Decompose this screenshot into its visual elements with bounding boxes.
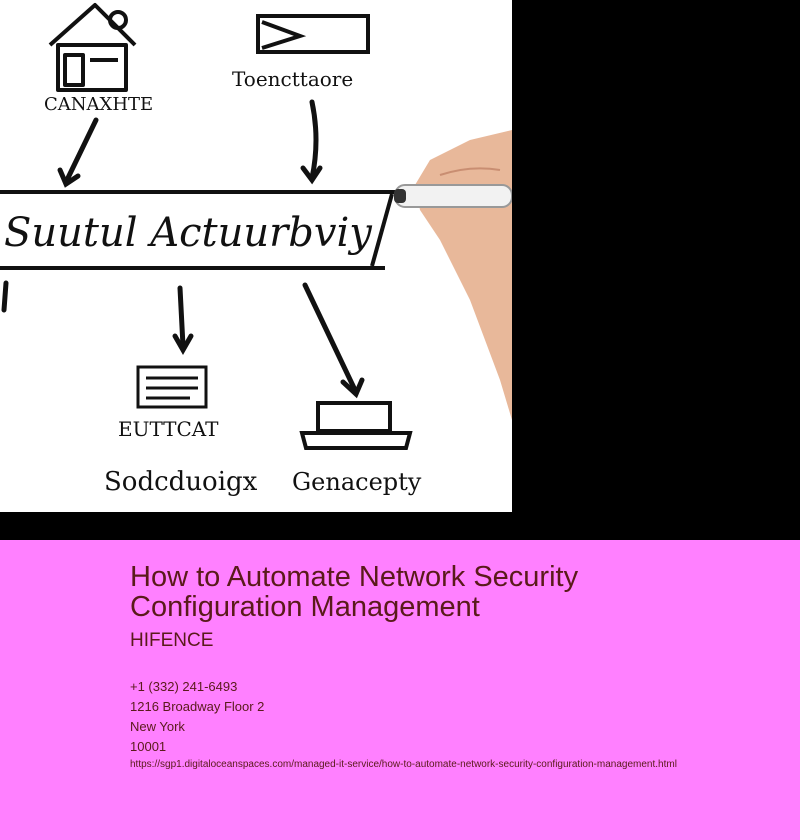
page-title: How to Automate Network Security Configuration Management: [130, 561, 579, 623]
city: New York: [130, 719, 185, 734]
diagram-label-center: Suutul Actuurbviy: [4, 210, 372, 256]
address-line: 1216 Broadway Floor 2: [130, 699, 265, 714]
diagram-label-bottom-left: Sodcduoigx: [104, 467, 258, 497]
contact-block: [130, 677, 264, 757]
page-url-link[interactable]: https://sgp1.digitaloceanspaces.com/managed-it-service/how-to-automate-network-security-configuration-management.html: [130, 759, 677, 770]
diagram-label-bottom-right: Genacepty: [292, 468, 422, 496]
diagram-label-top-right: Toencttaore: [232, 67, 354, 91]
phone-number[interactable]: +1 (332) 241-6493: [130, 679, 238, 694]
zip-code: 10001: [130, 739, 167, 754]
hero-image: [0, 0, 512, 512]
diagram-label-top-left: CANAXHTE: [44, 94, 154, 115]
article-info-panel: [0, 540, 800, 840]
diagram-label-bottom-left-small: EUTTCAT: [118, 417, 219, 441]
company-name: HIFENCE: [130, 630, 214, 651]
diagram-illustration: [0, 0, 512, 512]
